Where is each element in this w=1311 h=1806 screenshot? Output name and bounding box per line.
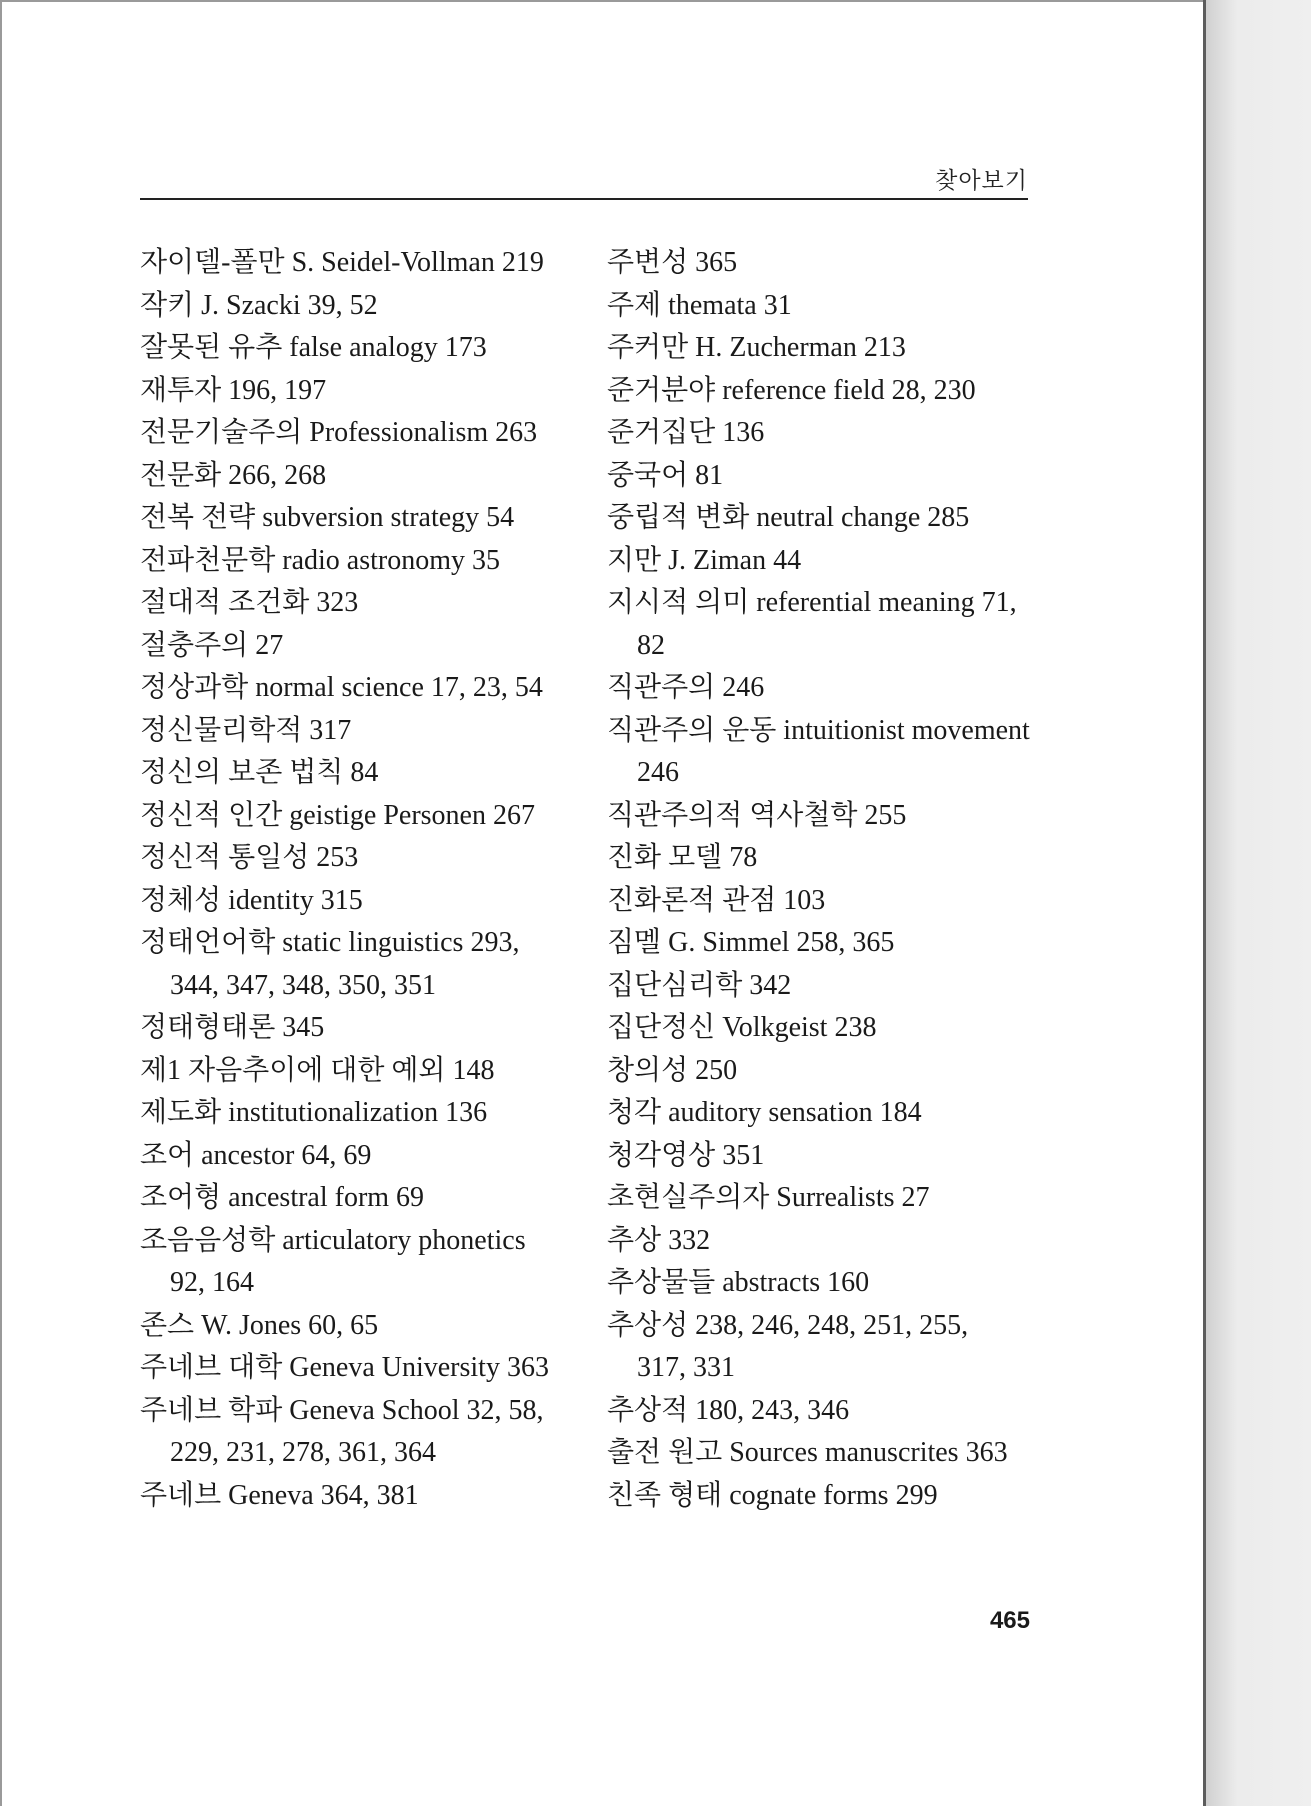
index-entry-continuation: 82 (637, 629, 665, 661)
index-entry (607, 1007, 1032, 1050)
index-entry-text: 작키 J. Szacki 39, 52 (140, 289, 378, 321)
index-entry-text: 조어 ancestor 64, 69 (140, 1139, 372, 1171)
index-entry-continuation: 92, 164 (170, 1267, 254, 1298)
index-entry (607, 540, 1032, 583)
index-entry (140, 582, 570, 625)
index-entry (607, 1135, 1032, 1178)
index-column-left (140, 242, 570, 1517)
index-entry-continuation: 246 (637, 757, 679, 788)
index-entry (140, 1220, 570, 1305)
index-entry (607, 327, 1032, 370)
index-entry-text: 추상 332 (607, 1224, 711, 1256)
index-entry (607, 455, 1032, 498)
index-entry-text: 정상과학 normal science 17, 23, 54 (140, 672, 543, 703)
index-entry-text: 청각 auditory sensation 184 (607, 1097, 922, 1128)
index-entry (607, 922, 1032, 965)
running-header: 찾아보기 (935, 168, 1028, 194)
index-entry-text: 창의성 250 (607, 1054, 738, 1086)
index-entry-text: 지만 J. Ziman 44 (607, 544, 802, 576)
index-entry (140, 455, 570, 498)
index-entry (607, 1092, 1032, 1135)
index-entry-text: 정체성 identity 315 (140, 884, 363, 916)
index-entry-text: 전문기술주의 Professionalism 263 (140, 417, 538, 448)
index-entry (140, 1475, 570, 1518)
index-entry-text: 조음음성학 articulatory phonetics (140, 1224, 526, 1256)
index-entry-text: 주네브 학파 Geneva School 32, 58, (140, 1394, 544, 1426)
index-entry (607, 1050, 1032, 1093)
index-entry (140, 1007, 570, 1050)
index-entry (607, 1305, 1032, 1390)
index-entry (607, 965, 1032, 1008)
index-entry-text: 제도화 institutionalization 136 (140, 1097, 488, 1128)
index-entry (140, 1305, 570, 1348)
index-entry-text: 주제 themata 31 (607, 289, 792, 321)
index-entry (140, 497, 570, 540)
index-entry-text: 정태형태론 345 (140, 1012, 325, 1043)
index-entry-text: 준거분야 reference field 28, 230 (607, 374, 976, 406)
index-entry (140, 1347, 570, 1390)
index-entry (140, 837, 570, 880)
index-entry-text: 초현실주의자 Surrealists 27 (607, 1182, 930, 1213)
index-entry (140, 625, 570, 668)
index-entry-text: 집단정신 Volkgeist 238 (607, 1012, 877, 1043)
index-entry-text: 정신의 보존 법칙 84 (140, 757, 379, 788)
index-entry (140, 1390, 570, 1475)
index-entry (140, 1050, 570, 1093)
index-column-right (607, 242, 1032, 1517)
index-entry-text: 전복 전략 subversion strategy 54 (140, 502, 515, 533)
index-entry-text: 친족 형태 cognate forms 299 (607, 1479, 938, 1511)
index-entry-text: 주변성 365 (607, 247, 738, 278)
index-entry (140, 370, 570, 413)
index-entry-text: 출전 원고 Sources manuscrites 363 (607, 1437, 1008, 1468)
index-entry (607, 1432, 1032, 1475)
index-entry-text: 짐멜 G. Simmel 258, 365 (607, 927, 895, 958)
index-entry (607, 370, 1032, 413)
index-entry (607, 795, 1032, 838)
index-entry-text: 직관주의 246 (607, 672, 765, 703)
index-entry (140, 1135, 570, 1178)
index-entry (607, 412, 1032, 455)
index-entry (607, 710, 1032, 795)
index-entry-text: 주네브 대학 Geneva University 363 (140, 1352, 549, 1383)
index-entry-text: 절충주의 27 (140, 629, 284, 661)
index-entry (607, 497, 1032, 540)
index-entry (607, 667, 1032, 710)
index-entry (140, 922, 570, 1007)
index-entry (607, 837, 1032, 880)
index-entry (607, 285, 1032, 328)
index-entry (140, 327, 570, 370)
index-entry-text: 자이델-폴만 S. Seidel-Vollman 219 (140, 247, 544, 278)
index-entry-text: 주커만 H. Zucherman 213 (607, 332, 906, 363)
index-entry (140, 752, 570, 795)
index-entry-text: 전파천문학 radio astronomy 35 (140, 544, 500, 576)
index-entry (607, 1177, 1032, 1220)
index-entry-text: 집단심리학 342 (607, 969, 792, 1001)
index-entry-text: 청각영상 351 (607, 1139, 765, 1171)
viewer-background (1206, 0, 1311, 1806)
index-entry-text: 재투자 196, 197 (140, 374, 327, 406)
index-entry-text: 추상적 180, 243, 346 (607, 1394, 850, 1426)
index-entry-text: 추상성 238, 246, 248, 251, 255, (607, 1309, 969, 1341)
index-entry-text: 중국어 81 (607, 459, 724, 491)
header-rule (140, 198, 1028, 200)
index-entry-text: 주네브 Geneva 364, 381 (140, 1479, 419, 1511)
index-entry (140, 710, 570, 753)
index-entry-text: 직관주의 운동 intuitionist movement (607, 714, 1030, 746)
index-entry-text: 정신적 통일성 253 (140, 842, 359, 873)
index-entry (140, 880, 570, 923)
index-entry (140, 412, 570, 455)
index-entry (607, 1390, 1032, 1433)
index-entry-text: 정태언어학 static linguistics 293, (140, 927, 520, 958)
index-entry (140, 1092, 570, 1135)
index-entry-continuation: 229, 231, 278, 361, 364 (170, 1437, 436, 1468)
index-entry-text: 진화론적 관점 103 (607, 884, 826, 916)
index-entry-text: 직관주의적 역사철학 255 (607, 799, 907, 831)
index-entry-text: 조어형 ancestral form 69 (140, 1182, 425, 1213)
index-entry (140, 667, 570, 710)
index-entry (607, 1475, 1032, 1518)
index-entry (607, 582, 1032, 667)
index-entry-continuation: 344, 347, 348, 350, 351 (170, 969, 436, 1001)
index-entry (140, 1177, 570, 1220)
page-number: 465 (989, 1607, 1030, 1634)
index-entry (140, 242, 570, 285)
index-entry-text: 잘못된 유추 false analogy 173 (140, 332, 487, 363)
index-entry-text: 지시적 의미 referential meaning 71, (607, 587, 1017, 618)
index-entry-text: 절대적 조건화 323 (140, 587, 359, 618)
index-entry (607, 1220, 1032, 1263)
index-entry-continuation: 317, 331 (637, 1352, 735, 1383)
index-entry (140, 540, 570, 583)
index-entry (140, 795, 570, 838)
index-entry-text: 진화 모델 78 (607, 842, 758, 873)
index-entry-text: 중립적 변화 neutral change 285 (607, 502, 970, 533)
index-entry-text: 준거집단 136 (607, 417, 765, 448)
index-entry-text: 추상물들 abstracts 160 (607, 1267, 870, 1298)
index-entry-text: 전문화 266, 268 (140, 459, 327, 491)
index-entry-text: 존스 W. Jones 60, 65 (140, 1309, 379, 1341)
index-entry-text: 정신물리학적 317 (140, 714, 352, 746)
index-entry-text: 정신적 인간 geistige Personen 267 (140, 799, 535, 831)
index-entry (607, 1262, 1032, 1305)
index-entry (607, 242, 1032, 285)
index-entry (140, 285, 570, 328)
index-entry-text: 제1 자음추이에 대한 예외 148 (140, 1054, 495, 1086)
index-entry (607, 880, 1032, 923)
